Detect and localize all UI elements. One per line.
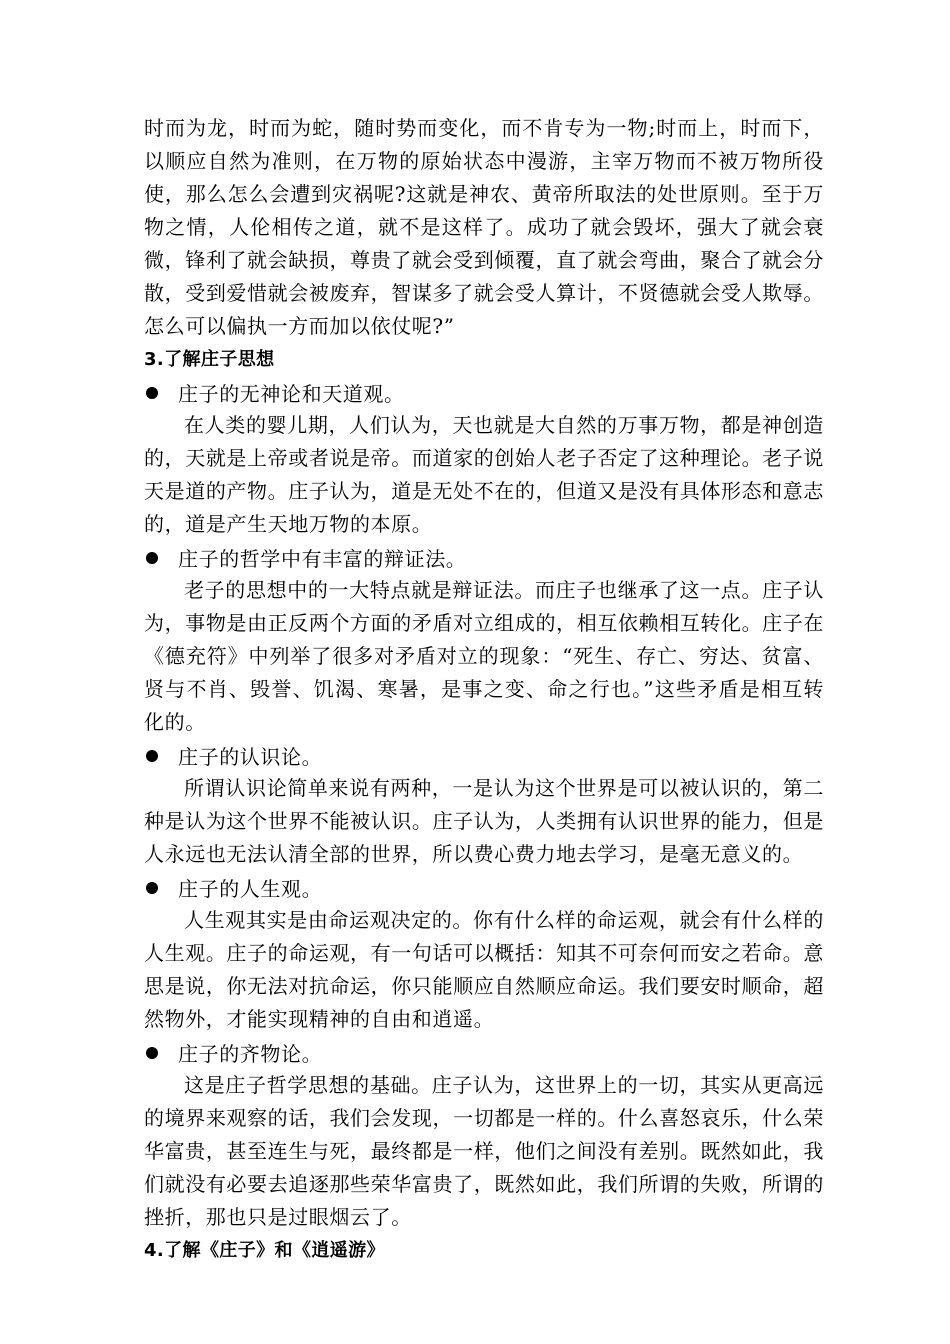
bullet-icon <box>146 1047 158 1059</box>
bullet-title-row <box>144 739 824 772</box>
bullet-icon <box>146 750 158 762</box>
document-page <box>144 112 824 1267</box>
bullet-body: 老子的思想中的一大特点就是辩证法。而庄子也继承了这一点。庄子认为，事物是由正反两个方面的矛盾对立组成的，相互依赖相互转化。庄子在《德充符》中列举了很多对矛盾对立的现象：“死生、存亡、穷达、贫富、贤与不肖、毁誉、饥渴、寒暑，是事之变、命之行也。”这些矛盾是相互转化的。 <box>144 578 824 734</box>
bullet-item <box>144 541 824 739</box>
bullet-body: 人生观其实是由命运观决定的。你有什么样的命运观，就会有什么样的人生观。庄子的命运观，有一句话可以概括：知其不可奈何而安之若命。意思是说，你无法对抗命运，你只能顺应自然顺应命运。我们要安时顺命，超然物外，才能实现精神的自由和逍遥。 <box>144 908 824 1031</box>
bullet-title-row <box>144 541 824 574</box>
section-4-heading: 4.了解《庄子》和《逍遥游》 <box>144 1240 385 1261</box>
bullet-title-row <box>144 871 824 904</box>
bullet-title-row <box>144 1036 824 1069</box>
bullet-title-row <box>144 376 824 409</box>
bullet-icon <box>146 882 158 894</box>
bullet-title: 庄子的认识论。 <box>178 745 323 769</box>
bullet-item <box>144 376 824 541</box>
bullet-body: 这是庄子哲学思想的基础。庄子认为，这世界上的一切，其实从更高远的境界来观察的话，我们会发现，一切都是一样的。什么喜怒哀乐，什么荣华富贵，甚至连生与死，最终都是一样，他们之间没有差别。既然如此，我们就没有必要去追逐那些荣华富贵了，既然如此，我们所谓的失败，所谓的挫折，那也只是过眼烟云了。 <box>144 1073 824 1229</box>
section-3-heading: 3.了解庄子思想 <box>144 349 275 370</box>
bullet-title: 庄子的哲学中有丰富的辩证法。 <box>178 547 467 571</box>
bullet-body: 在人类的婴儿期，人们认为，天也就是大自然的万事万物，都是神创造的，天就是上帝或者说是帝。而道家的创始人老子否定了这种理论。老子说天是道的产物。庄子认为，道是无处不在的，但道又是没有具体形态和意志的，道是产生天地万物的本原。 <box>144 413 824 536</box>
bullet-icon <box>146 387 158 399</box>
bullet-item <box>144 871 824 1036</box>
bullet-title: 庄子的无神论和天道观。 <box>178 382 405 406</box>
intro-paragraph: 时而为龙，时而为蛇，随时势而变化，而不肯专为一物;时而上，时而下，以顺应自然为准则，在万物的原始状态中漫游，主宰万物而不被万物所役使，那么怎么会遭到灾祸呢?这就是神农、黄帝所取法的处世原则。至于万物之情，人伦相传之道，就不是这样了。成功了就会毁坏，强大了就会衰微，锋利了就会缺损，尊贵了就会受到倾覆，直了就会弯曲，聚合了就会分散，受到爱惜就会被废弃，智谋多了就会受人算计，不贤德就会受人欺辱。怎么可以偏执一方而加以依仗呢?” <box>144 116 824 338</box>
bullet-title: 庄子的齐物论。 <box>178 1042 323 1066</box>
bullet-item <box>144 739 824 871</box>
bullet-icon <box>146 552 158 564</box>
bullet-item <box>144 1036 824 1234</box>
bullet-body: 所谓认识论简单来说有两种，一是认为这个世界是可以被认识的，第二种是认为这个世界不能被认识。庄子认为，人类拥有认识世界的能力，但是人永远也无法认清全部的世界，所以费心费力地去学习，是毫无意义的。 <box>144 776 824 866</box>
bullet-title: 庄子的人生观。 <box>178 877 323 901</box>
